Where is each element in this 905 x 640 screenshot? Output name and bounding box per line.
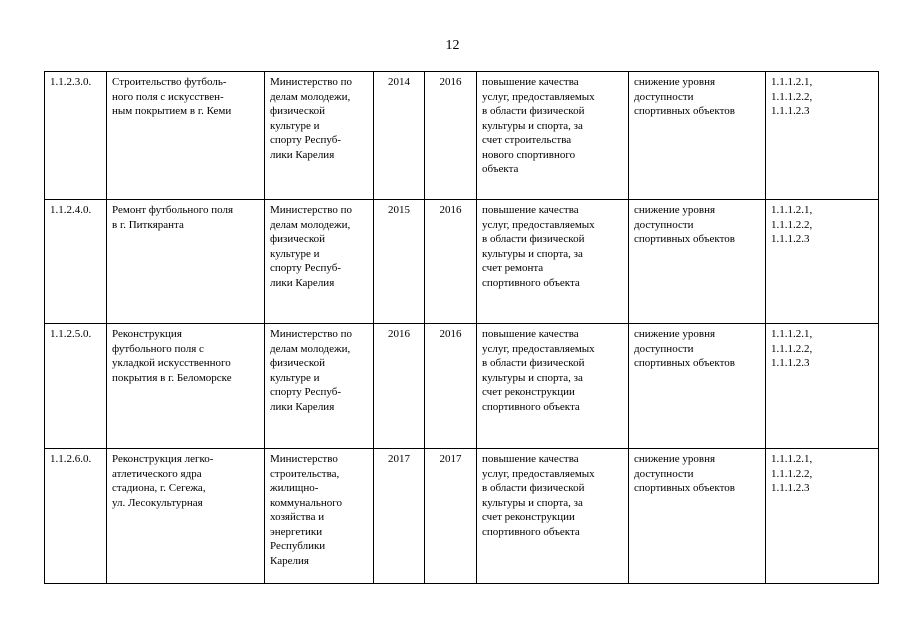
measure-consequence: снижение уровня доступности спортивных объектов [629, 200, 766, 324]
measures-table [44, 71, 879, 584]
measure-expected-result: повышение качества услуг, предоставляемых в области физической культуры и спорта, за счет реконструкции спортивного объекта [477, 324, 629, 449]
measure-start-year: 2014 [374, 72, 425, 200]
measure-end-year: 2017 [425, 449, 477, 584]
measure-code: 1.1.2.6.0. [45, 449, 107, 584]
measure-consequence: снижение уровня доступности спортивных объектов [629, 324, 766, 449]
measure-consequence: снижение уровня доступности спортивных объектов [629, 72, 766, 200]
measure-name: Ремонт футбольного поля в г. Питкяранта [107, 200, 265, 324]
measure-indicators: 1.1.1.2.1, 1.1.1.2.2, 1.1.1.2.3 [766, 324, 879, 449]
table-row [45, 200, 879, 324]
measure-end-year: 2016 [425, 324, 477, 449]
measure-code: 1.1.2.4.0. [45, 200, 107, 324]
table-row [45, 449, 879, 584]
measure-start-year: 2016 [374, 324, 425, 449]
measure-executor: Министерство по делам молодежи, физической культуре и спорту Респуб- лики Карелия [265, 72, 374, 200]
measure-indicators: 1.1.1.2.1, 1.1.1.2.2, 1.1.1.2.3 [766, 200, 879, 324]
measure-indicators: 1.1.1.2.1, 1.1.1.2.2, 1.1.1.2.3 [766, 72, 879, 200]
measure-executor: Министерство по делам молодежи, физической культуре и спорту Респуб- лики Карелия [265, 200, 374, 324]
table-row [45, 72, 879, 200]
measure-expected-result: повышение качества услуг, предоставляемых в области физической культуры и спорта, за счет строительства нового спортивного объекта [477, 72, 629, 200]
measure-name: Реконструкция легко- атлетического ядра стадиона, г. Сегежа, ул. Лесокультурная [107, 449, 265, 584]
table-row [45, 324, 879, 449]
page-number: 12 [445, 38, 460, 53]
measure-expected-result: повышение качества услуг, предоставляемых в области физической культуры и спорта, за счет ремонта спортивного объекта [477, 200, 629, 324]
measure-end-year: 2016 [425, 72, 477, 200]
measure-code: 1.1.2.3.0. [45, 72, 107, 200]
measure-name: Строительство футболь- ного поля с искусствен- ным покрытием в г. Кеми [107, 72, 265, 200]
measure-start-year: 2015 [374, 200, 425, 324]
measure-indicators: 1.1.1.2.1, 1.1.1.2.2, 1.1.1.2.3 [766, 449, 879, 584]
measure-executor: Министерство строительства, жилищно- коммунального хозяйства и энергетики Республики Карелия [265, 449, 374, 584]
measure-name: Реконструкция футбольного поля с укладкой искусственного покрытия в г. Беломорске [107, 324, 265, 449]
measure-executor: Министерство по делам молодежи, физической культуре и спорту Респуб- лики Карелия [265, 324, 374, 449]
measure-consequence: снижение уровня доступности спортивных объектов [629, 449, 766, 584]
measure-code: 1.1.2.5.0. [45, 324, 107, 449]
measure-start-year: 2017 [374, 449, 425, 584]
measure-expected-result: повышение качества услуг, предоставляемых в области физической культуры и спорта, за счет реконструкции спортивного объекта [477, 449, 629, 584]
measure-end-year: 2016 [425, 200, 477, 324]
